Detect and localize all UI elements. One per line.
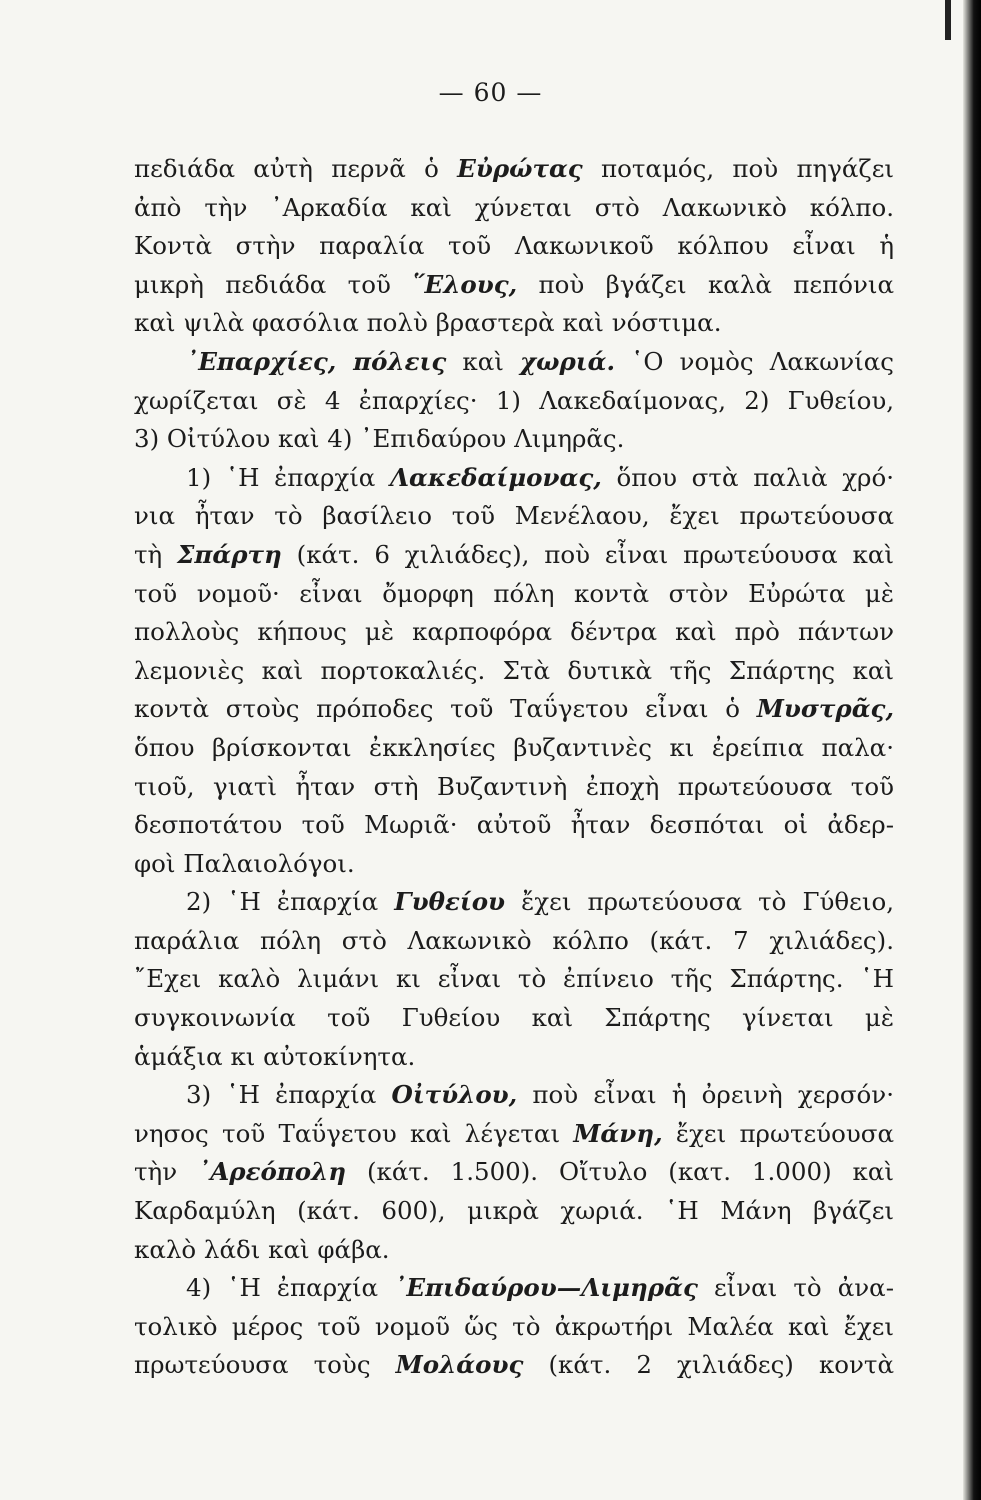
text-line: [134, 806, 894, 845]
text-line: [134, 382, 894, 421]
text-run: καὶ: [446, 346, 520, 376]
text-line: [134, 1231, 894, 1270]
emphasized-term: Οἰτύλου,: [391, 1080, 518, 1110]
emphasized-term: Γυθείου: [394, 887, 506, 917]
emphasized-term: ᾿Επιδαύρου—Λιμηρᾶς: [394, 1273, 698, 1303]
text-run: ῾Ο νομὸς Λακωνίας: [614, 346, 894, 376]
body-text: [134, 150, 894, 1385]
text-line: [134, 652, 894, 691]
text-run: ποταμός, ποὺ πηγάζει: [582, 154, 894, 183]
page-number: — 60 —: [438, 78, 543, 107]
text-line: [134, 189, 894, 228]
page-binding-edge: [963, 0, 981, 1500]
text-line: [134, 575, 894, 614]
text-line: [134, 343, 894, 382]
text-run: νησος τοῦ Ταΰγετου καὶ λέγεται: [134, 1118, 574, 1148]
text-line: [134, 1346, 894, 1385]
text-line: [134, 1038, 894, 1077]
text-run: Κοντὰ στὴν παραλία τοῦ Λακωνικοῦ κόλπου εἶναι ἡ: [134, 231, 894, 261]
text-line: [134, 960, 894, 999]
text-run: ποὺ βγάζει καλὰ πεπόνια: [517, 269, 894, 299]
text-run: ῎Εχει καλὸ λιμάνι κι εἶναι τὸ ἐπίνειο τῆς Σπάρτης. ῾Η: [134, 964, 894, 994]
text-line: [134, 690, 894, 729]
text-run: φοὶ Παλαιολόγοι.: [134, 848, 355, 878]
text-line: [134, 150, 894, 189]
text-run: δεσποτάτου τοῦ Μωριᾶ· αὐτοῦ ἦταν δεσπόται οἱ ἀδερ-: [134, 810, 894, 840]
text-line: [134, 729, 894, 768]
text-run: μικρὴ πεδιάδα τοῦ: [134, 269, 413, 299]
text-run: πεδιάδα αὐτὴ περνᾶ ὁ: [134, 154, 458, 183]
text-run: τὴ: [134, 539, 178, 569]
emphasized-term: ᾿Επαρχίες, πόλεις: [186, 346, 447, 376]
text-run: 1) ῾Η ἐπαρχία: [186, 462, 391, 492]
text-line: [134, 883, 894, 922]
text-run: πολλοὺς κήπους μὲ καρποφόρα δέντρα καὶ πρὸ πάντων: [134, 617, 894, 647]
text-run: τιοῦ, γιατὶ ἦταν στὴ Βυζαντινὴ ἐποχὴ πρωτεύουσα τοῦ: [134, 771, 894, 801]
text-line: [134, 304, 894, 343]
emphasized-term: Μολάους: [395, 1350, 524, 1380]
text-line: [134, 1076, 894, 1115]
text-run: ὅπου στὰ παλιὰ χρό·: [601, 462, 894, 492]
text-run: παράλια πόλη στὸ Λακωνικὸ κόλπο (κάτ. 7 χιλιάδες).: [134, 925, 894, 955]
text-run: 2) ῾Η ἐπαρχία: [186, 887, 395, 917]
text-run: ἀπὸ τὴν ᾿Αρκαδία καὶ χύνεται στὸ Λακωνικὸ κόλπο.: [134, 192, 894, 222]
text-line: [134, 459, 894, 498]
text-line: [134, 536, 894, 575]
text-run: 4) ῾Η ἐπαρχία: [186, 1273, 395, 1303]
text-line: [134, 768, 894, 807]
text-run: τοῦ νομοῦ· εἶναι ὄμορφη πόλη κοντὰ στὸν Εὐρώτα μὲ: [134, 578, 894, 608]
text-run: ἁμάξια κι αὐτοκίνητα.: [134, 1041, 416, 1071]
text-line: [134, 1308, 894, 1347]
text-run: ἔχει πρωτεύουσα τὸ Γύθειο,: [505, 887, 894, 917]
text-run: ποὺ εἶναι ἡ ὀρεινὴ χερσόν·: [517, 1080, 894, 1110]
emphasized-term: Εὐρώτας: [457, 154, 583, 183]
text-line: [134, 227, 894, 266]
text-run: ἔχει πρωτεύουσα: [662, 1118, 894, 1148]
text-run: νια ἦταν τὸ βασίλειο τοῦ Μενέλαου, ἔχει πρωτεύουσα: [134, 501, 894, 531]
text-run: καλὸ λάδι καὶ φάβα.: [134, 1234, 390, 1264]
text-run: εἶναι τὸ ἀνα-: [697, 1273, 894, 1303]
emphasized-term: χωριά.: [520, 346, 615, 376]
text-run: συγκοινωνία τοῦ Γυθείου καὶ Σπάρτης γίνεται μὲ: [134, 1003, 894, 1033]
text-line: [134, 1153, 894, 1192]
text-run: λεμονιὲς καὶ πορτοκαλιές. Στὰ δυτικὰ τῆς Σπάρτης καὶ: [134, 655, 894, 685]
emphasized-term: Σπάρτη: [177, 539, 282, 569]
text-run: 3) ῾Η ἐπαρχία: [186, 1080, 392, 1110]
emphasized-term: ῞Ελους,: [412, 269, 518, 299]
page-edge-mark: [945, 0, 951, 40]
text-line: [134, 420, 894, 459]
text-run: χωρίζεται σὲ 4 ἐπαρχίες· 1) Λακεδαίμονας, 2) Γυθείου,: [134, 385, 894, 415]
emphasized-term: Μυστρᾶς,: [756, 694, 894, 724]
text-line: [134, 1269, 894, 1308]
emphasized-term: Λακεδαίμονας,: [390, 462, 602, 492]
text-run: ὅπου βρίσκονται ἐκκλησίες βυζαντινὲς κι ἐρείπια παλα·: [134, 732, 894, 762]
text-line: [134, 266, 894, 305]
text-line: [134, 497, 894, 536]
text-run: (κάτ. 6 χιλιάδες), ποὺ εἶναι πρωτεύουσα καὶ: [281, 539, 894, 569]
text-run: κοντὰ στοὺς πρόποδες τοῦ Ταΰγετου εἶναι ὁ: [134, 694, 757, 724]
text-line: [134, 1115, 894, 1154]
text-run: (κάτ. 2 χιλιάδες) κοντὰ: [523, 1350, 894, 1380]
text-line: [134, 845, 894, 884]
text-line: [134, 922, 894, 961]
emphasized-term: Μάνη,: [573, 1118, 663, 1148]
text-run: (κάτ. 1.500). Οἴτυλο (κατ. 1.000) καὶ: [346, 1157, 894, 1187]
text-line: [134, 999, 894, 1038]
text-line: [134, 613, 894, 652]
text-run: 3) Οἰτύλου καὶ 4) ᾿Επιδαύρου Λιμηρᾶς.: [134, 424, 625, 454]
text-run: Καρδαμύλη (κάτ. 600), μικρὰ χωριά. ῾Η Μάνη βγάζει: [134, 1196, 894, 1226]
text-run: πρωτεύουσα τοὺς: [134, 1350, 396, 1380]
text-run: τολικὸ μέρος τοῦ νομοῦ ὥς τὸ ἀκρωτήρι Μαλέα καὶ ἔχει: [134, 1311, 894, 1341]
text-line: [134, 1192, 894, 1231]
emphasized-term: ᾿Αρεόπολη: [198, 1157, 347, 1187]
text-run: τὴν: [134, 1157, 199, 1187]
text-run: καὶ ψιλὰ φασόλια πολὺ βραστερὰ καὶ νόστιμα.: [134, 308, 722, 338]
